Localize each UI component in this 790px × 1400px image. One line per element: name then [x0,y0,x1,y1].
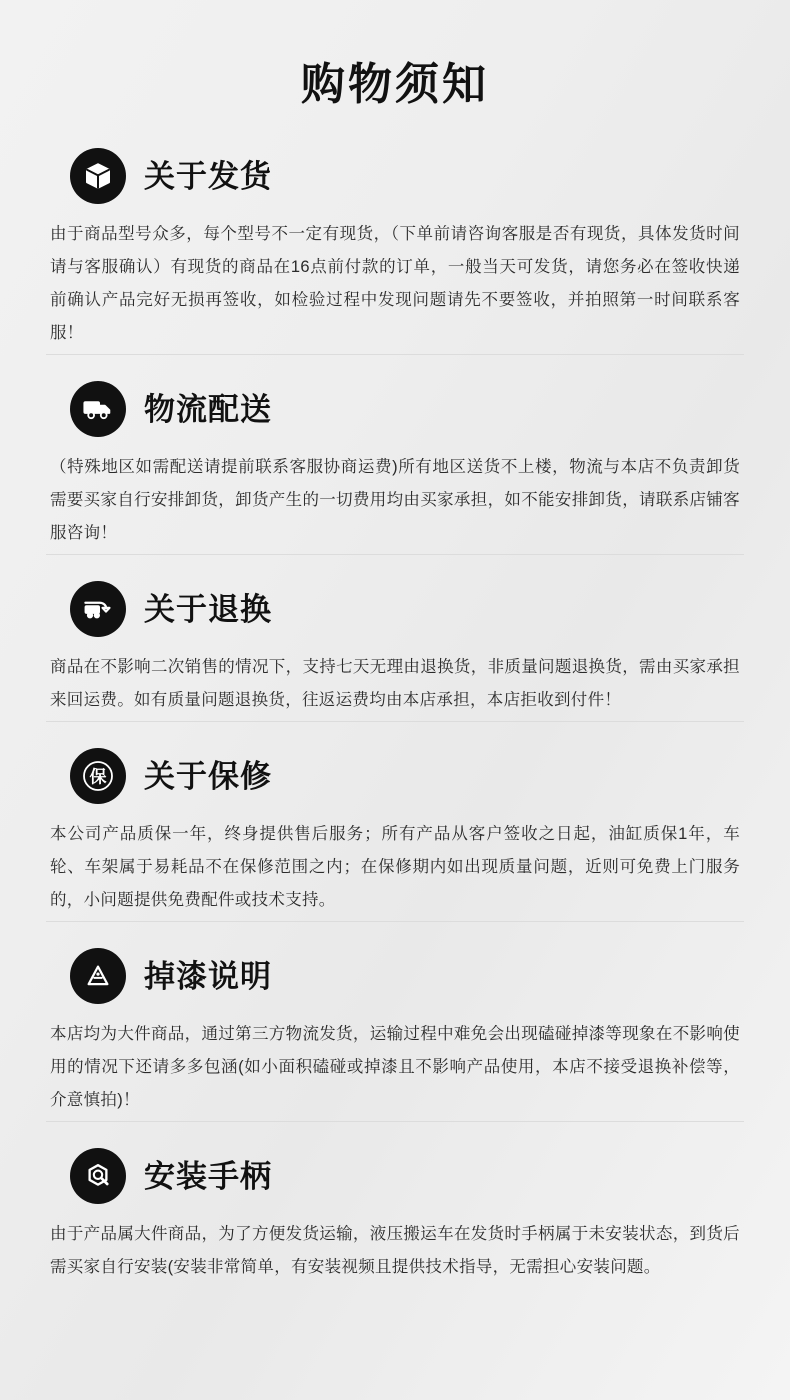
section-shipping [46,122,744,354]
page-title: 购物须知 [301,60,489,109]
section-title: 关于保修 [144,758,272,794]
section-title: 掉漆说明 [144,958,272,994]
section-header [46,748,744,804]
section-title: 安装手柄 [144,1158,272,1194]
section-header [46,381,744,437]
svg-text:保: 保 [89,767,107,787]
section-header [46,148,744,204]
return-exchange-icon [70,581,126,637]
paint-chip-icon [70,948,126,1004]
section-returns [46,554,744,721]
section-handle-installation [46,1121,744,1288]
section-body: 本公司产品质保一年，终身提供售后服务；所有产品从客户签收之日起，油缸质保1年，车轮、车架属于易耗品不在保修范围之内；在保修期内如出现质量问题，近则可免费上门服务的，小问题提供免费配件或技术支持。 [50,825,740,909]
section-title: 关于发货 [144,158,272,194]
section-header [46,948,744,1004]
section-body: 商品在不影响二次销售的情况下，支持七天无理由退换货，非质量问题退换货，需由买家承担来回运费。如有质量问题退换货，往返运费均由本店承担，本店拒收到付件！ [50,658,740,709]
section-title: 物流配送 [144,391,272,427]
section-logistics [46,354,744,554]
section-warranty [46,721,744,921]
section-paint-chipping [46,921,744,1121]
package-box-icon [70,148,126,204]
section-title: 关于退换 [144,591,272,627]
delivery-truck-icon [70,381,126,437]
install-handle-icon [70,1148,126,1204]
section-header [46,1148,744,1204]
section-body: 由于产品属大件商品，为了方便发货运输，液压搬运车在发货时手柄属于未安装状态，到货后需买家自行安装(安装非常简单，有安装视频且提供技术指导，无需担心安装问题。 [50,1225,740,1276]
section-header [46,581,744,637]
section-body: 本店均为大件商品，通过第三方物流发货，运输过程中难免会出现磕碰掉漆等现象在不影响使用的情况下还请多多包涵(如小面积磕碰或掉漆且不影响产品使用，本店不接受退换补偿等，介意慎拍)！ [50,1025,740,1109]
section-body: 由于商品型号众多，每个型号不一定有现货，（下单前请咨询客服是否有现货，具体发货时间请与客服确认）有现货的商品在16点前付款的订单，一般当天可发货，请您务必在签收快递前确认产品完好无损再签收，如检验过程中发现问题请先不要签收，并拍照第一时间联系客服！ [50,225,740,342]
section-body: （特殊地区如需配送请提前联系客服协商运费)所有地区送货不上楼，物流与本店不负责卸货需要买家自行安排卸货，卸货产生的一切费用均由买家承担，如不能安排卸货，请联系店铺客服咨询！ [50,458,740,542]
warranty-seal-icon [70,748,126,804]
